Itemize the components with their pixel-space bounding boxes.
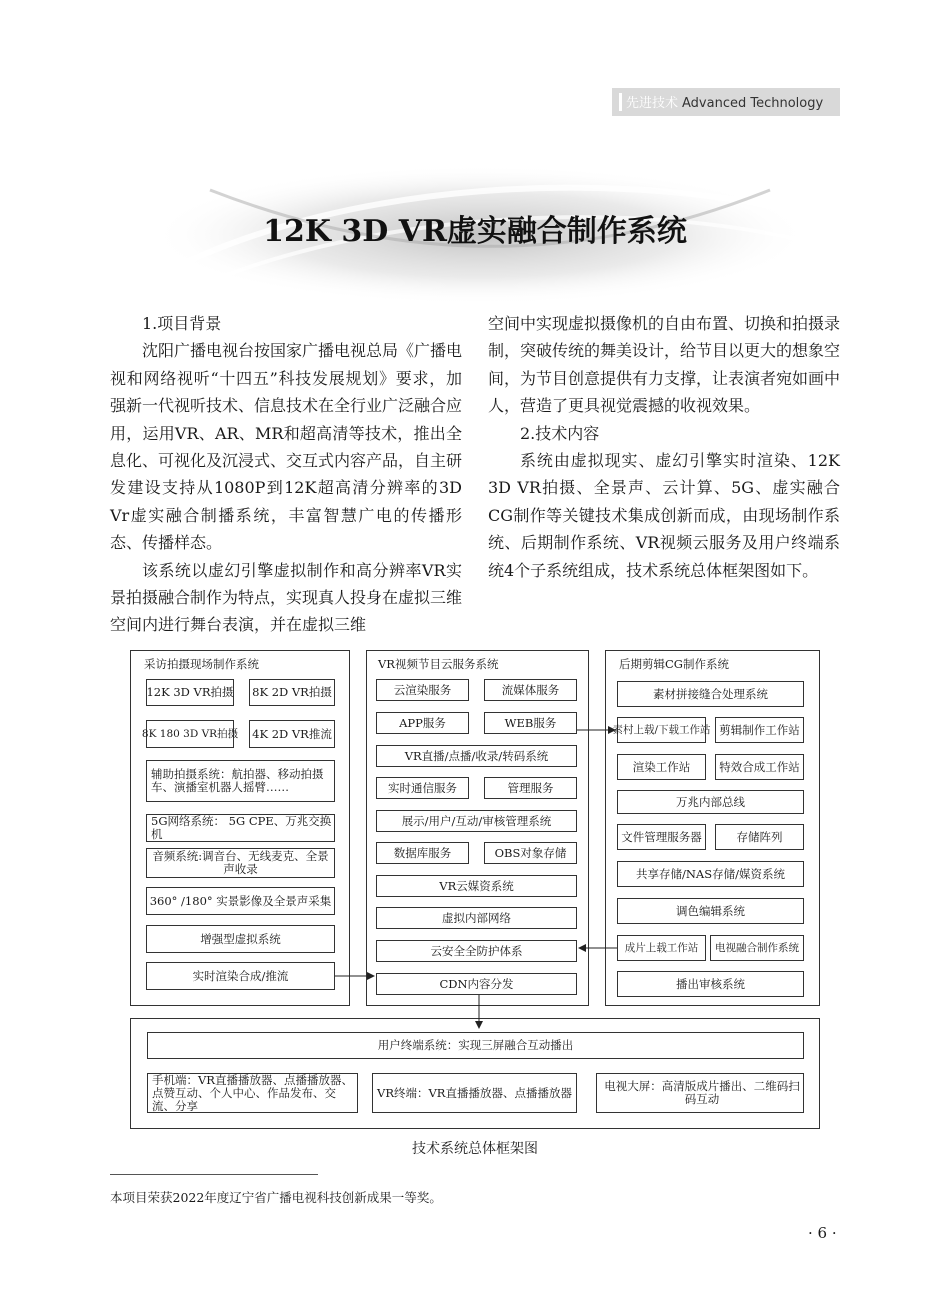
architecture-diagram [130, 650, 820, 1130]
section-heading-background: 1.项目背景 [142, 314, 222, 333]
box-12k-3d-vr: 12K 3D VR拍摄 [146, 679, 234, 706]
box-aux-shooting: 辅助拍摄系统：航拍器、移动拍摄车、演播室机器人摇臂…… [146, 760, 335, 802]
box-obs-storage: OBS对象存储 [484, 842, 577, 864]
diagram-arrows [130, 650, 820, 1130]
box-cdn: CDN内容分发 [376, 973, 577, 995]
box-database: 数据库服务 [376, 842, 469, 864]
box-enhanced-virtual: 增强型虚拟系统 [146, 925, 335, 953]
box-streaming: 流媒体服务 [484, 679, 577, 701]
box-shared-storage: 共享存储/NAS存储/媒资系统 [617, 861, 804, 887]
box-tv-fusion: 电视融合制作系统 [710, 935, 804, 961]
box-realtime-render: 实时渲染合成/推流 [146, 962, 335, 990]
box-render-station: 渲染工作站 [617, 754, 706, 780]
box-storage-array: 存储阵列 [715, 824, 804, 850]
paragraph: 该系统以虚幻引擎虚拟制作和高分辨率VR实景拍摄融合制作为特点，实现真人投身在虚拟三维空间内进行舞台表演，并在虚拟三维 [110, 560, 463, 635]
box-upload-download: 素村上载/下载工作站 [617, 717, 706, 743]
box-color-grading: 调色编辑系统 [617, 898, 804, 924]
box-audio-system: 音频系统:调音台、无线麦克、全景声收录 [146, 848, 335, 878]
box-app-service: APP服务 [376, 712, 469, 734]
box-vfx-station: 特效合成工作站 [715, 754, 804, 780]
box-display-mgmt: 展示/用户/互动/审核管理系统 [376, 810, 577, 832]
panel-title: VR视频节目云服务系统 [378, 657, 499, 671]
box-8k-180-3d-vr: 8K 180 3D VR拍摄 [146, 720, 234, 748]
panel-title: 后期剪辑CG制作系统 [619, 657, 729, 671]
box-terminal-title: 用户终端系统：实现三屏融合互动播出 [147, 1032, 804, 1059]
paragraph: 系统由虚拟现实、虚幻引擎实时渲染、12K 3D VR拍摄、全景声、云计算、5G、虚实融合CG制作等关键技术集成创新而成，由现场制作系统、后期制作系统、VR视频云服务及用户终端系统4个子系统组成，技术系统总体框架图如下。 [488, 451, 840, 580]
box-file-server: 文件管理服务器 [617, 824, 706, 850]
box-8k-2d-vr: 8K 2D VR拍摄 [249, 679, 335, 706]
box-360-capture: 360° /180° 实景影像及全景声采集 [146, 887, 335, 915]
tag-bar [619, 93, 622, 111]
box-vr-live-system: VR直播/点播/收录/转码系统 [376, 745, 577, 767]
panel-title: 采访拍摄现场制作系统 [144, 657, 259, 671]
box-vr-terminal: VR终端：VR直播播放器、点播播放器 [372, 1073, 577, 1113]
article-title: 12K 3D VR虚实融合制作系统 [263, 214, 687, 249]
right-column [488, 310, 840, 584]
box-management: 管理服务 [484, 777, 577, 799]
box-vr-media-assets: VR云媒资系统 [376, 875, 577, 897]
section-tag-cn: 先进技术 [626, 96, 679, 111]
box-broadcast-review: 播出审核系统 [617, 971, 804, 997]
left-column [110, 310, 462, 639]
box-cloud-security: 云安全全防护体系 [376, 940, 577, 962]
section-tag-text [626, 92, 823, 111]
section-heading-content: 2.技术内容 [520, 423, 600, 443]
box-mobile-terminal: 手机端：VR直播播放器、点播播放器、点赞互动、个人中心、作品发布、交流、分享 [147, 1073, 358, 1113]
footnote-rule [110, 1174, 318, 1175]
box-cloud-render: 云渲染服务 [376, 679, 469, 701]
box-virtual-network: 虚拟内部网络 [376, 907, 577, 929]
page-number: · 6 · [808, 1224, 837, 1242]
box-4k-2d-vr-stream: 4K 2D VR推流 [249, 720, 335, 748]
box-stitch: 素材拼接缝合处理系统 [617, 681, 804, 707]
section-tag-en: Advanced Technology [682, 96, 824, 111]
box-final-upload: 成片上载工作站 [617, 935, 706, 961]
paragraph: 沈阳广播电视台按国家广播电视总局《广播电视和网络视听“十四五”科技发展规划》要求，加强新一代视听技术、信息技术在全行业广泛融合应用，运用VR、AR、MR和超高清等技术，推出全息化、可视化及沉浸式、交互式内容产品，自主研发建设支持从1080P到12K超高清分辨率的3D Vr虚实融合制播系统，丰富智慧广电的传播形态、传播样态。 [110, 341, 463, 553]
paragraph: 空间中实现虚拟摄像机的自由布置、切换和拍摄录制，突破传统的舞美设计，给节目以更大的想象空间，为节目创意提供有力支撑，让表演者宛如画中人，营造了更具视觉震撼的收视效果。 [488, 314, 841, 416]
box-realtime-comm: 实时通信服务 [376, 777, 469, 799]
box-editing: 剪辑制作工作站 [715, 717, 804, 743]
figure-caption: 技术系统总体框架图 [412, 1141, 538, 1157]
section-tag [612, 88, 840, 116]
box-web-service: WEB服务 [484, 712, 577, 734]
box-5g-network: 5G网络系统： 5G CPE、万兆交换机 [146, 814, 335, 842]
box-tv-terminal: 电视大屏：高清版成片播出、二维码扫码互动 [596, 1073, 804, 1113]
box-10g-bus: 万兆内部总线 [617, 790, 804, 814]
footnote: 本项目荣获2022年度辽宁省广播电视科技创新成果一等奖。 [110, 1190, 442, 1205]
